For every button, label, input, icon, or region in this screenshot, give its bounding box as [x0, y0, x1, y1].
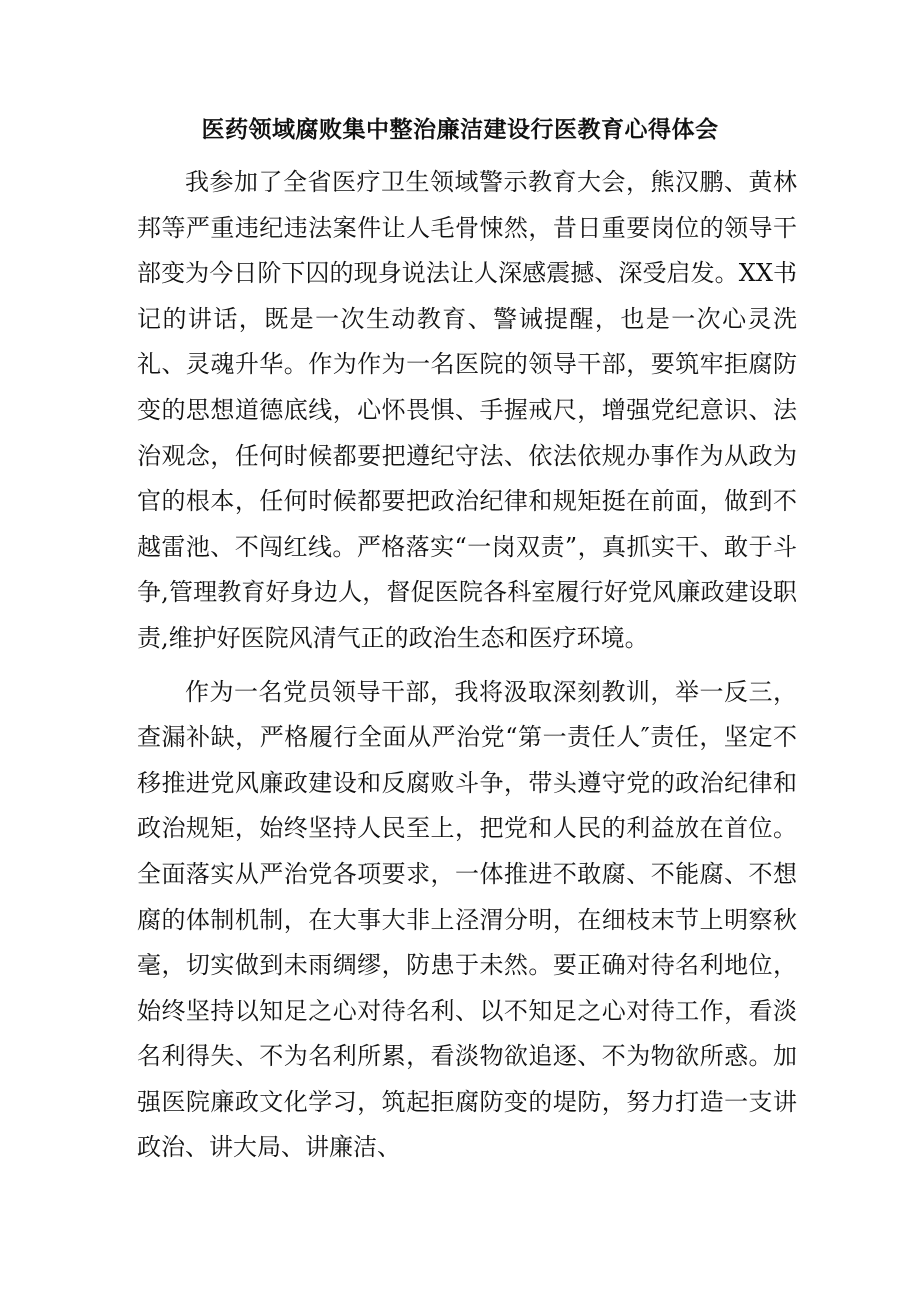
body-paragraph: 我参加了全省医疗卫生领域警示教育大会，熊汉鹏、黄林邦等严重违纪违法案件让人毛骨悚然，昔日重要岗位的领导干部变为今日阶下囚的现身说法让人深感震撼、深受启发。XX书记的讲话，既是一次生动教育、警诫提醒，也是一次心灵洗礼、灵魂升华。作为作为一名医院的领导干部，要筑牢拒腐防变的思想道德底线，心怀畏惧、手握戒尺，增强党纪意识、法治观念，任何时候都要把遵纪守法、依法依规办事作为从政为官的根本，任何时候都要把政治纪律和规矩挺在前面，做到不越雷池、不闯红线。严格落实“一岗双责”，真抓实干、敢于斗争,管理教育好身边人，督促医院各科室履行好党风廉政建设职责,维护好医院风清气正的政治生态和医疗环境。: [137, 168, 797, 652]
body-paragraph: 作为一名党员领导干部，我将汲取深刻教训，举一反三，查漏补缺，严格履行全面从严治党“第一责任人″责任，坚定不移推进党风廉政建设和反腐败斗争，带头遵守党的政治纪律和政治规矩，始终坚持人民至上，把党和人民的利益放在首位。全面落实从严治党各项要求，一体推进不敢腐、不能腐、不想腐的体制机制，在大事大非上泾渭分明，在细枝末节上明察秋毫，切实做到未雨绸缪，防患于未然。要正确对待名利地位，始终坚持以知足之心对待名利、以不知足之心对待工作，看淡名利得失、不为名利所累，看淡物欲追逐、不为物欲所惑。加强医院廉政文化学习，筑起拒腐防变的堤防，努力打造一支讲政治、讲大局、讲廉洁、: [137, 677, 797, 1162]
document-title: 医药领域腐败集中整治廉洁建设行医教育心得体会: [201, 116, 719, 143]
document-body: [137, 160, 797, 1171]
